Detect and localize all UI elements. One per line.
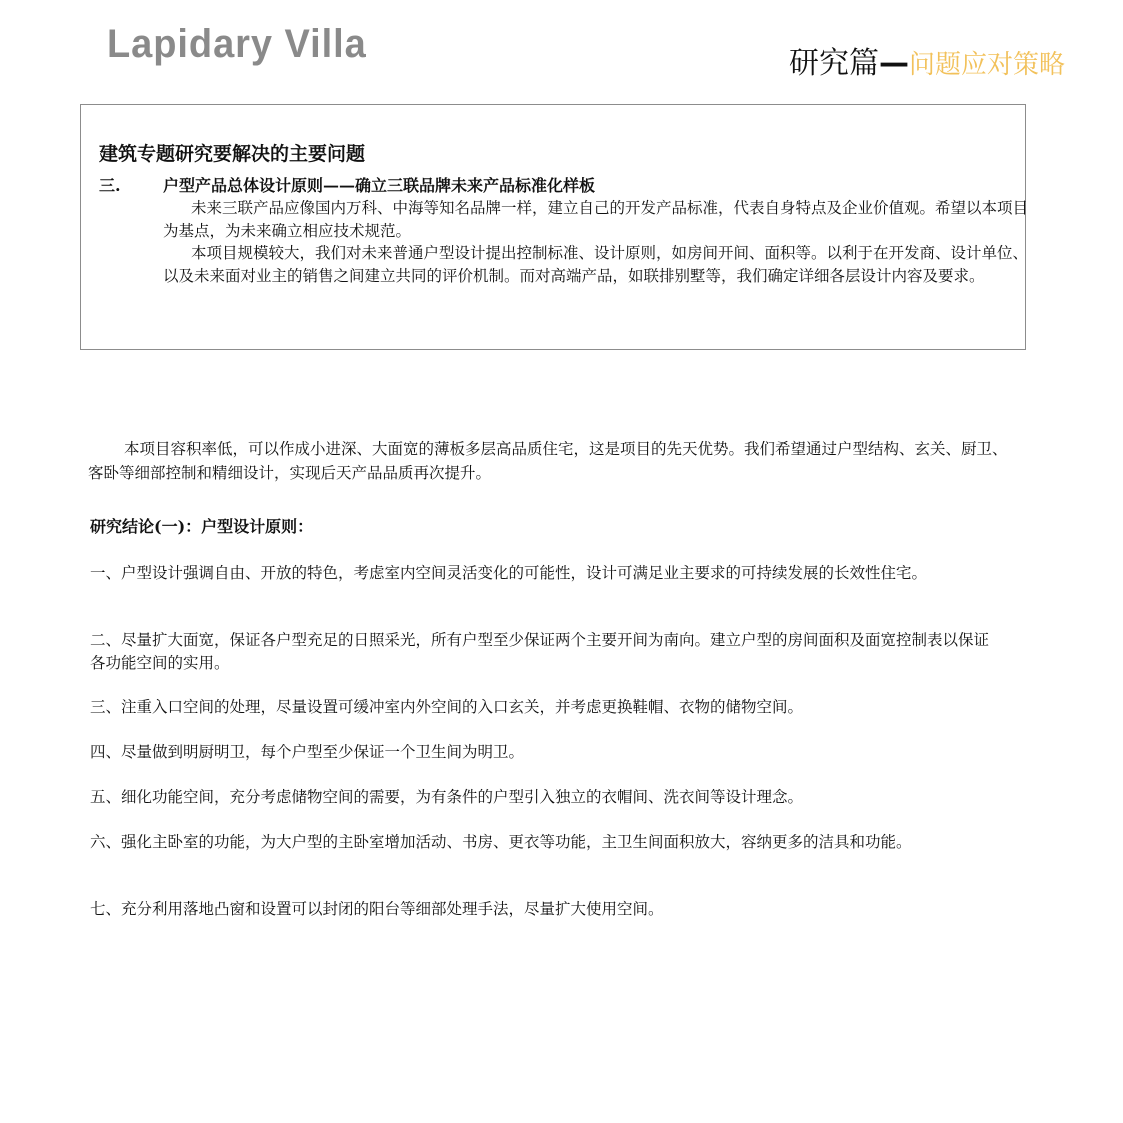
principle-item: 五、细化功能空间，充分考虑储物空间的需要，为有条件的户型引入独立的衣帽间、洗衣间等设计理念。 bbox=[90, 788, 804, 806]
problem-box bbox=[80, 104, 1029, 350]
principle-item: 一、户型设计强调自由、开放的特色，考虑室内空间灵活变化的可能性，设计可满足业主要求的可持续发展的长效性住宅。 bbox=[90, 564, 928, 582]
principle-item: 二、尽量扩大面宽，保证各户型充足的日照采光，所有户型至少保证两个主要开间为南向。建立户型的房间面积及面宽控制表以保证各功能空间的实用。 bbox=[90, 631, 990, 672]
section-subtitle: 问题应对策略 bbox=[908, 50, 1065, 80]
box-section-title: 户型产品总体设计原则——确立三联品牌未来产品标准化样板 bbox=[163, 176, 596, 195]
brand-logo-text: Lapidary Villa bbox=[107, 22, 367, 66]
principle-item: 七、充分利用落地凸窗和设置可以封闭的阳台等细部处理手法，尽量扩大使用空间。 bbox=[90, 900, 664, 918]
box-title: 建筑专题研究要解决的主要问题 bbox=[99, 143, 366, 165]
box-paragraph bbox=[163, 197, 1029, 242]
section-dash: — bbox=[878, 46, 909, 81]
box-section-number: 三. bbox=[99, 176, 121, 195]
box-paragraph-text: 未来三联产品应像国内万科、中海等知名品牌一样，建立自己的开发产品标准，代表自身特点及企业价值观。希望以本项目为基点，为未来确立相应技术规范。 bbox=[163, 199, 1029, 240]
intro-paragraph bbox=[88, 437, 1008, 485]
conclusion-title: 研究结论(一)：户型设计原则： bbox=[90, 517, 314, 536]
section-header bbox=[789, 38, 1065, 82]
principle-item: 三、注重入口空间的处理，尽量设置可缓冲室内外空间的入口玄关，并考虑更换鞋帽、衣物的储物空间。 bbox=[90, 698, 804, 716]
box-paragraph-text: 本项目规模较大，我们对未来普通户型设计提出控制标准、设计原则，如房间开间、面积等。以利于在开发商、设计单位、以及未来面对业主的销售之间建立共同的评价机制。而对高端产品，如联排别墅等，我们确定详细各层设计内容及要求。 bbox=[163, 244, 1029, 285]
principle-item: 四、尽量做到明厨明卫，每个户型至少保证一个卫生间为明卫。 bbox=[90, 743, 525, 761]
intro-text: 本项目容积率低，可以作成小进深、大面宽的薄板多层高品质住宅，这是项目的先天优势。我们希望通过户型结构、玄关、厨卫、客卧等细部控制和精细设计，实现后天产品品质再次提升。 bbox=[88, 440, 1008, 482]
box-paragraph bbox=[163, 242, 1029, 287]
section-main-title: 研究篇 bbox=[788, 46, 879, 81]
principle-item: 六、强化主卧室的功能，为大户型的主卧室增加活动、书房、更衣等功能，主卫生间面积放大，容纳更多的洁具和功能。 bbox=[90, 833, 912, 851]
